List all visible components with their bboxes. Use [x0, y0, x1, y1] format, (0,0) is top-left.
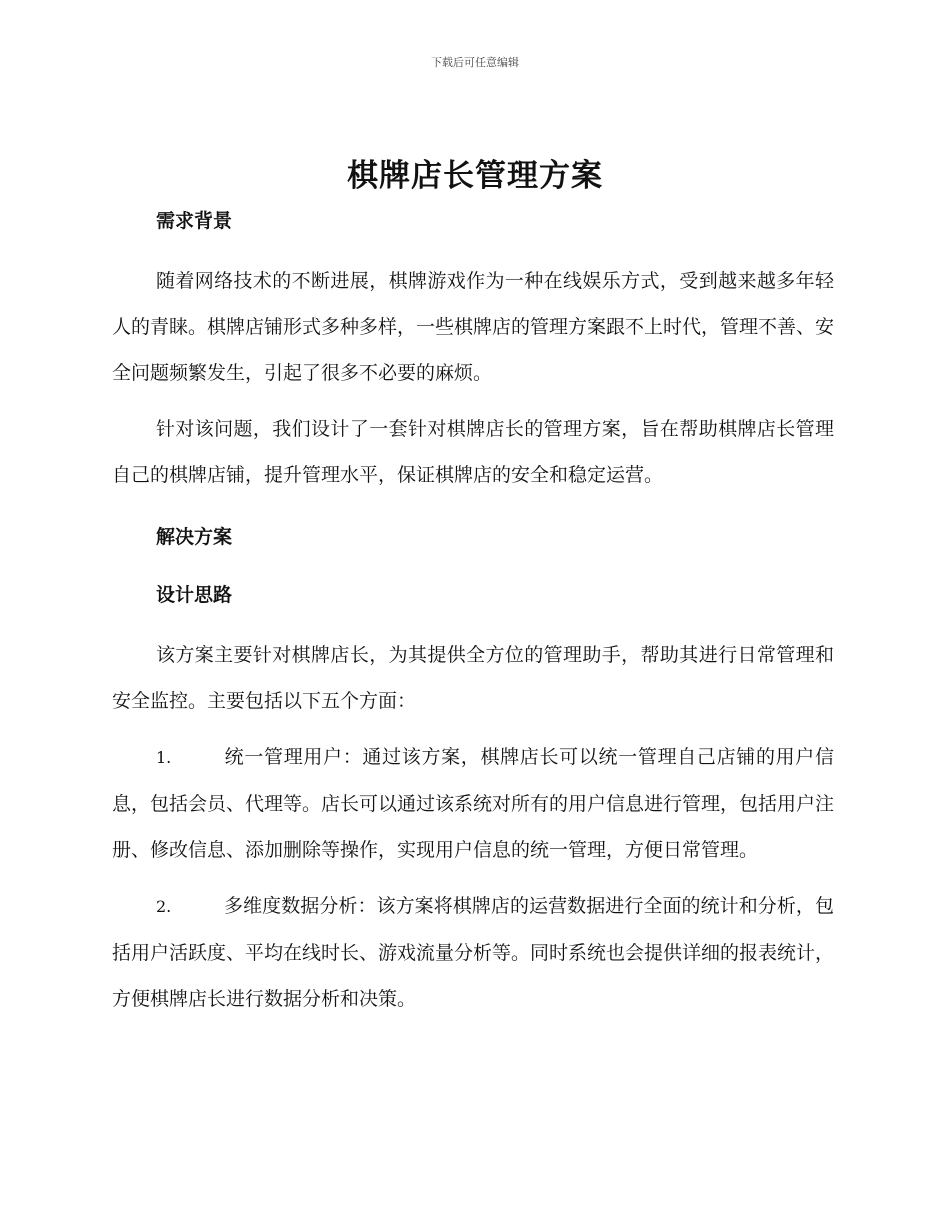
paragraph-background-2: 针对该问题，我们设计了一套针对棋牌店长的管理方案，旨在帮助棋牌店长管理自己的棋牌店铺，提升管理水平，保证棋牌店的安全和稳定运营。 [112, 418, 834, 486]
list-item [112, 883, 834, 1022]
list-item [112, 734, 834, 873]
list-item-number: 2. [156, 897, 172, 916]
document-body [112, 202, 834, 1022]
paragraph-design-1: 该方案主要针对棋牌店长，为其提供全方位的管理助手，帮助其进行日常管理和安全监控。主要包括以下五个方面： [112, 644, 834, 712]
list-item-number: 1. [156, 748, 172, 767]
list-item-text: 多维度数据分析：该方案将棋牌店的运营数据进行全面的统计和分析，包括用户活跃度、平均在线时长、游戏流量分析等。同时系统也会提供详细的报表统计，方便棋牌店长进行数据分析和决策。 [112, 895, 835, 1010]
paragraph-background-1: 随着网络技术的不断进展，棋牌游戏作为一种在线娱乐方式，受到越来越多年轻人的青睐。棋牌店铺形式多种多样，一些棋牌店的管理方案跟不上时代，管理不善、安全问题频繁发生，引起了很多不必要的麻烦。 [112, 270, 835, 384]
page-title: 棋牌店长管理方案 [347, 158, 603, 194]
section-heading-background: 需求背景 [156, 210, 233, 232]
header-note: 下载后可任意编辑 [431, 56, 519, 69]
section-heading-solution: 解决方案 [156, 526, 233, 548]
section-heading-design: 设计思路 [156, 584, 233, 606]
list-item-text: 统一管理用户：通过该方案，棋牌店长可以统一管理自己店铺的用户信息，包括会员、代理等。店长可以通过该系统对所有的用户信息进行管理，包括用户注册、修改信息、添加删除等操作，实现用户信息的统一管理，方便日常管理。 [112, 746, 835, 861]
